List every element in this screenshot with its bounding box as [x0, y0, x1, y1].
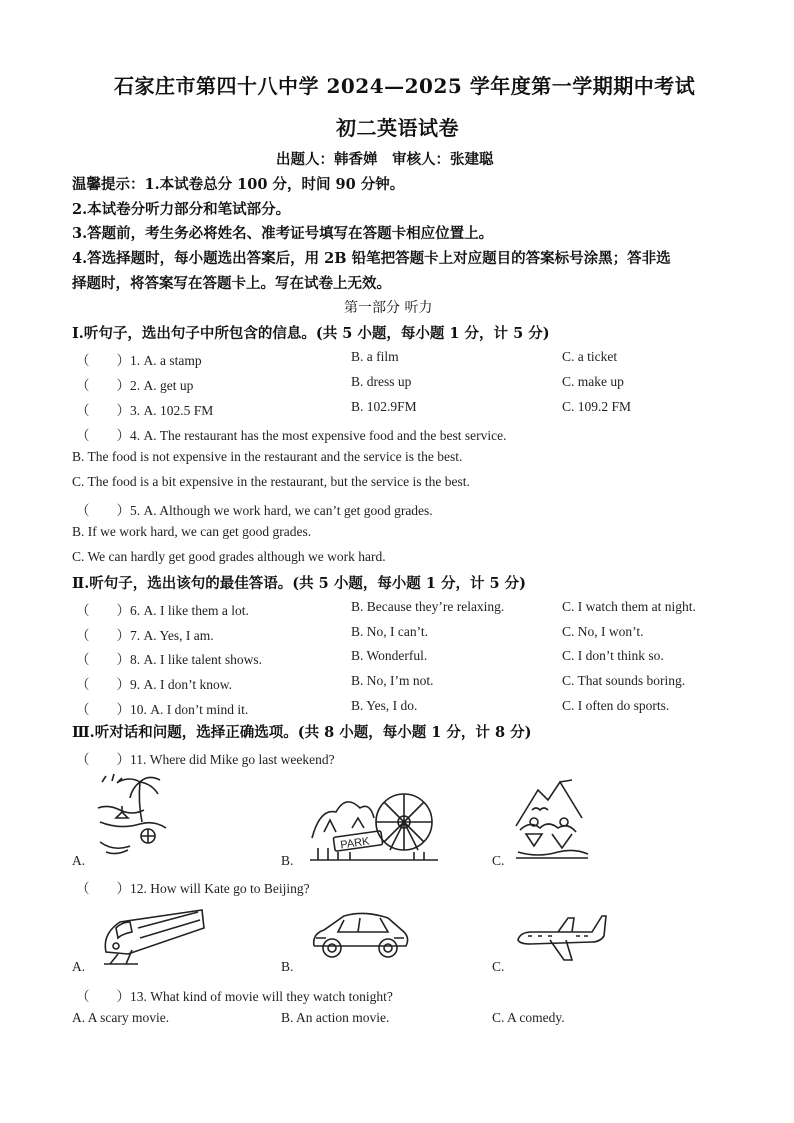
- q5-option-c: C. We can hardly get good grades although we work hard.: [72, 549, 386, 564]
- note-2: 2.本试卷分听力部分和笔试部分。: [72, 201, 291, 218]
- q13-stem: （ ）13. What kind of movie will they watch tonight?: [76, 989, 393, 1004]
- q9-stem: （ ）9. A. I don’t know.: [76, 677, 232, 692]
- q8-option-c: C. I don’t think so.: [562, 648, 664, 663]
- section1-heading: Ⅰ.听句子，选出句子中所包含的信息。(共 5 小题，每小题 1 分，计 5 分): [72, 325, 550, 342]
- q4-option-b: B. The food is not expensive in the restaurant and the service is the best.: [72, 449, 463, 464]
- q6-option-b: B. Because they’re relaxing.: [351, 599, 505, 614]
- q3-stem: （ ）3. A. 102.5 FM: [76, 403, 214, 418]
- exam-subtitle: 初二英语试卷: [336, 116, 459, 140]
- q8-option-b: B. Wonderful.: [351, 648, 428, 663]
- q13-option-a: A. A scary movie.: [72, 1010, 170, 1025]
- exam-title: 石家庄市第四十八中学 2024—2025 学年度第一学期期中考试: [114, 74, 696, 98]
- q10-option-b: B. Yes, I do.: [351, 698, 418, 713]
- q1-option-b: B. a film: [351, 349, 399, 364]
- q2-stem: （ ）2. A. get up: [76, 378, 194, 393]
- q8-stem: （ ）8. A. I like talent shows.: [76, 652, 262, 667]
- q9-option-c: C. That sounds boring.: [562, 673, 686, 688]
- note-1: 温馨提示：1.本试卷总分 100 分，时间 90 分钟。: [72, 176, 405, 193]
- authors-line: 出题人：韩香婵 审核人：张建聪: [276, 151, 494, 168]
- park-sign-text: PARK: [339, 835, 371, 852]
- q2-option-c: C. make up: [562, 374, 624, 389]
- q13-option-c: C. A comedy.: [492, 1010, 565, 1025]
- q10-option-c: C. I often do sports.: [562, 698, 670, 713]
- high-speed-train-icon: [98, 908, 208, 966]
- q12-stem: （ ）12. How will Kate go to Beijing?: [76, 881, 310, 896]
- q1-stem: （ ）1. A. a stamp: [76, 353, 202, 368]
- q9-option-b: B. No, I’m not.: [351, 673, 434, 688]
- q1-option-c: C. a ticket: [562, 349, 618, 364]
- section2-heading: Ⅱ.听句子，选出该句的最佳答语。(共 5 小题，每小题 1 分，计 5 分): [72, 575, 527, 592]
- section3-heading: Ⅲ.听对话和问题，选择正确选项。(共 8 小题，每小题 1 分，计 8 分): [72, 724, 532, 741]
- mountain-camping-icon: [512, 776, 592, 860]
- note-4: 4.答选择题时，每小题选出答案后，用 2B 铅笔把答题卡上对应题目的答案标号涂黑；答非选: [72, 250, 671, 267]
- q5-option-b: B. If we work hard, we can get good grades.: [72, 524, 312, 539]
- q11-option-c: C.: [492, 853, 505, 868]
- q10-stem: （ ）10. A. I don’t mind it.: [76, 702, 249, 717]
- q4-stem: （ ）4. A. The restaurant has the most expensive food and the best service.: [76, 428, 507, 443]
- q5-stem: （ ）5. A. Although we work hard, we can’t get good grades.: [76, 503, 433, 518]
- q13-option-b: B. An action movie.: [281, 1010, 390, 1025]
- airplane-icon: [514, 910, 608, 964]
- q11-option-a: A.: [72, 853, 86, 868]
- amusement-park-icon: [306, 788, 442, 864]
- q3-option-c: C. 109.2 FM: [562, 399, 632, 414]
- q3-option-b: B. 102.9FM: [351, 399, 417, 414]
- q7-stem: （ ）7. A. Yes, I am.: [76, 628, 214, 643]
- q11-stem: （ ）11. Where did Mike go last weekend?: [76, 752, 335, 767]
- note-5: 择题时，将答案写在答题卡上。写在试卷上无效。: [72, 275, 391, 292]
- q11-option-b: B.: [281, 853, 294, 868]
- q2-option-b: B. dress up: [351, 374, 412, 389]
- q12-option-b: B.: [281, 959, 294, 974]
- car-icon: [310, 908, 410, 960]
- q12-option-c: C.: [492, 959, 505, 974]
- beach-island-icon: [92, 772, 172, 858]
- part1-heading: 第一部分 听力: [344, 300, 433, 316]
- q7-option-b: B. No, I can’t.: [351, 624, 428, 639]
- q12-option-a: A.: [72, 959, 86, 974]
- q6-option-c: C. I watch them at night.: [562, 599, 696, 614]
- q6-stem: （ ）6. A. I like them a lot.: [76, 603, 249, 618]
- q7-option-c: C. No, I won’t.: [562, 624, 644, 639]
- note-3: 3.答题前，考生务必将姓名、准考证号填写在答题卡相应位置上。: [72, 225, 494, 242]
- q4-option-c: C. The food is a bit expensive in the restaurant, but the service is the best.: [72, 474, 470, 489]
